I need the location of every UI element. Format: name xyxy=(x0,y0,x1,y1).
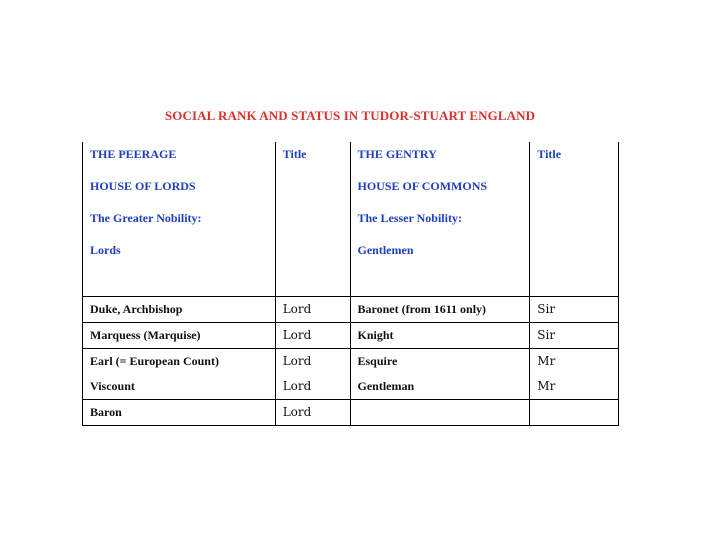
gentry-title-cell: Mr xyxy=(530,374,619,400)
house-of-commons-label: HOUSE OF COMMONS xyxy=(357,179,488,193)
gentry-rank-cell xyxy=(350,400,530,426)
peerage-heading: THE PEERAGE xyxy=(90,147,177,161)
greater-nobility-label: The Greater Nobility: xyxy=(90,211,202,225)
table-row xyxy=(83,400,619,426)
table-row xyxy=(83,374,619,400)
gentry-title-cell: Sir xyxy=(530,323,619,349)
gentry-rank-cell: Gentleman xyxy=(350,374,530,400)
peer-title-cell: Lord xyxy=(275,374,350,400)
table-row xyxy=(83,323,619,349)
peer-rank-cell: Baron xyxy=(83,400,276,426)
peer-title-cell: Lord xyxy=(275,349,350,375)
gentry-title-header-cell xyxy=(530,142,619,297)
peer-title-cell: Lord xyxy=(275,323,350,349)
page-title: SOCIAL RANK AND STATUS IN TUDOR-STUART ENGLAND xyxy=(164,108,536,123)
peer-rank-cell: Earl (= European Count) xyxy=(83,349,276,375)
gentry-rank-cell: Knight xyxy=(350,323,530,349)
peerage-title-header-cell xyxy=(275,142,350,297)
table-row xyxy=(83,349,619,375)
gentry-rank-cell: Esquire xyxy=(350,349,530,375)
peerage-header-cell xyxy=(83,142,276,297)
gentry-title-cell xyxy=(530,400,619,426)
gentry-header-cell xyxy=(350,142,530,297)
peer-rank-cell: Duke, Archbishop xyxy=(83,297,276,323)
lesser-nobility-label: The Lesser Nobility: xyxy=(357,211,462,225)
peer-title-cell: Lord xyxy=(275,400,350,426)
gentlemen-label: Gentlemen xyxy=(357,243,414,257)
gentry-title-heading: Title xyxy=(537,147,562,161)
house-of-lords-label: HOUSE OF LORDS xyxy=(90,179,196,193)
lords-label: Lords xyxy=(90,243,121,257)
gentry-title-cell: Sir xyxy=(530,297,619,323)
gentry-title-cell: Mr xyxy=(530,349,619,375)
gentry-rank-cell: Baronet (from 1611 only) xyxy=(350,297,530,323)
table-header-row xyxy=(83,142,619,297)
peer-title-cell: Lord xyxy=(275,297,350,323)
peerage-title-heading: Title xyxy=(282,147,307,161)
peer-rank-cell: Marquess (Marquise) xyxy=(83,323,276,349)
rank-table xyxy=(82,142,619,426)
gentry-heading: THE GENTRY xyxy=(357,147,437,161)
peer-rank-cell: Viscount xyxy=(83,374,276,400)
table-row xyxy=(83,297,619,323)
